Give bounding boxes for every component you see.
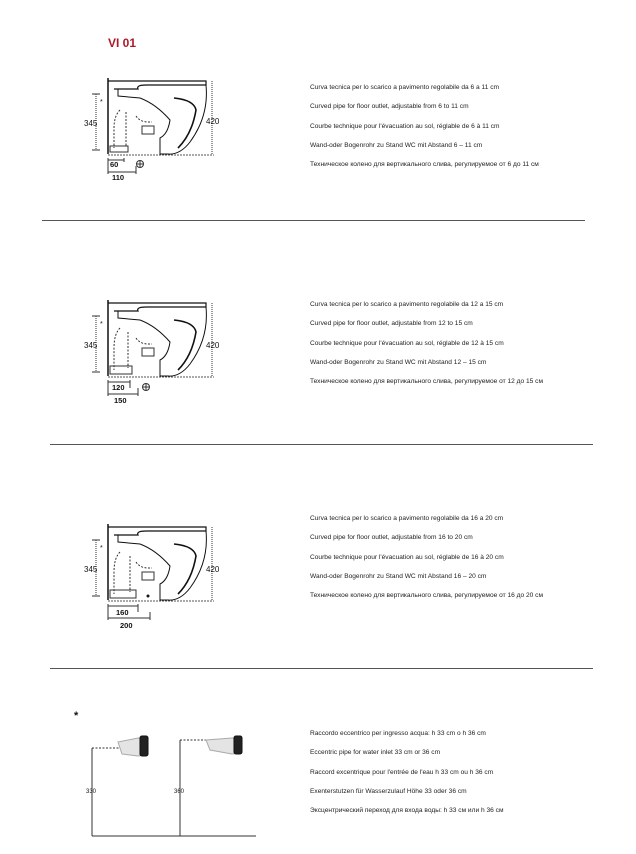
description-line: Courbe technique pour l'évacuation au sol, réglable de 12 à 15 cm — [310, 339, 504, 347]
height-360-label: 360 — [174, 789, 185, 795]
eccentric-pipe-drawing — [82, 730, 262, 842]
divider — [50, 668, 593, 669]
description-line: Curved pipe for floor outlet, adjustable from 16 to 20 cm — [310, 534, 473, 542]
description-line: Raccordo eccentrico per ingresso acqua: h 33 cm o h 36 cm — [310, 730, 486, 737]
height-right-label: 420 — [206, 565, 220, 574]
height-left-label: 345 — [84, 565, 98, 574]
inner-dim-label: 120 — [112, 383, 125, 392]
toilet-drawing-3 — [84, 522, 224, 634]
outer-dim-label: 200 — [120, 621, 133, 630]
description-line: Eccentric pipe for water inlet 33 cm or 36 cm — [310, 749, 441, 757]
description-line: Wand-oder Bogenrohr zu Stand WC mit Abstand 16 – 20 cm — [310, 572, 487, 580]
svg-text:*: * — [100, 99, 103, 106]
height-left-label: 345 — [84, 119, 98, 128]
description-line: Curva tecnica per lo scarico a pavimento regolabile da 6 a 11 cm — [310, 84, 499, 91]
description-list-2 — [310, 295, 543, 391]
divider — [50, 444, 593, 445]
description-line: Wand-oder Bogenrohr zu Stand WC mit Abstand 12 – 15 cm — [310, 358, 487, 366]
inner-dim-label: 160 — [116, 608, 129, 617]
height-left-label: 345 — [84, 341, 98, 350]
height-right-label: 420 — [206, 341, 220, 350]
asterisk-marker: * — [74, 710, 79, 722]
description-line: Exenterstutzen für Wasserzulauf Höhe 33 oder 36 cm — [310, 787, 467, 795]
description-line: Техническое колено для вертикального слива, регулируемое от 16 до 20 см — [310, 592, 544, 600]
description-line: Wand-oder Bogenrohr zu Stand WC mit Abstand 6 – 11 cm — [310, 141, 483, 149]
height-330-label: 330 — [86, 789, 97, 795]
page-title: VI 01 — [108, 36, 137, 50]
description-line: Courbe technique pour l'évacuation au sol, réglable de 6 à 11 cm — [310, 122, 500, 130]
description-list-3 — [310, 509, 543, 605]
description-line: Curved pipe for floor outlet, adjustable from 12 to 15 cm — [310, 320, 473, 328]
outer-dim-label: 150 — [114, 396, 127, 405]
description-line: Raccord excentrique pour l'entrée de l'eau h 33 cm ou h 36 cm — [310, 768, 494, 776]
description-line: Эксцентрический переход для входа воды: h 33 см или h 36 см — [310, 807, 504, 815]
description-list-1 — [310, 78, 539, 174]
toilet-drawing-1 — [84, 76, 224, 186]
description-line: Curved pipe for floor outlet, adjustable from 6 to 11 cm — [310, 103, 469, 111]
description-line: Curva tecnica per lo scarico a pavimento regolabile da 12 a 15 cm — [310, 301, 504, 308]
svg-text:*: * — [100, 321, 103, 328]
outer-dim-label: 110 — [112, 173, 125, 182]
toilet-drawing-2 — [84, 298, 224, 408]
description-line: Техническое колено для вертикального слива, регулируемое от 12 до 15 см — [310, 378, 544, 386]
inner-dim-label: 60 — [110, 160, 119, 169]
description-line: Техническое колено для вертикального слива, регулируемое от 6 до 11 см — [310, 161, 539, 169]
description-line: Curva tecnica per lo scarico a pavimento regolabile da 16 a 20 cm — [310, 515, 504, 522]
description-line: Courbe technique pour l'évacuation au sol, réglable de 16 à 20 cm — [310, 553, 504, 561]
height-right-label: 420 — [206, 117, 220, 126]
svg-text:*: * — [100, 545, 103, 552]
description-list-4 — [310, 724, 503, 820]
divider — [42, 220, 585, 221]
